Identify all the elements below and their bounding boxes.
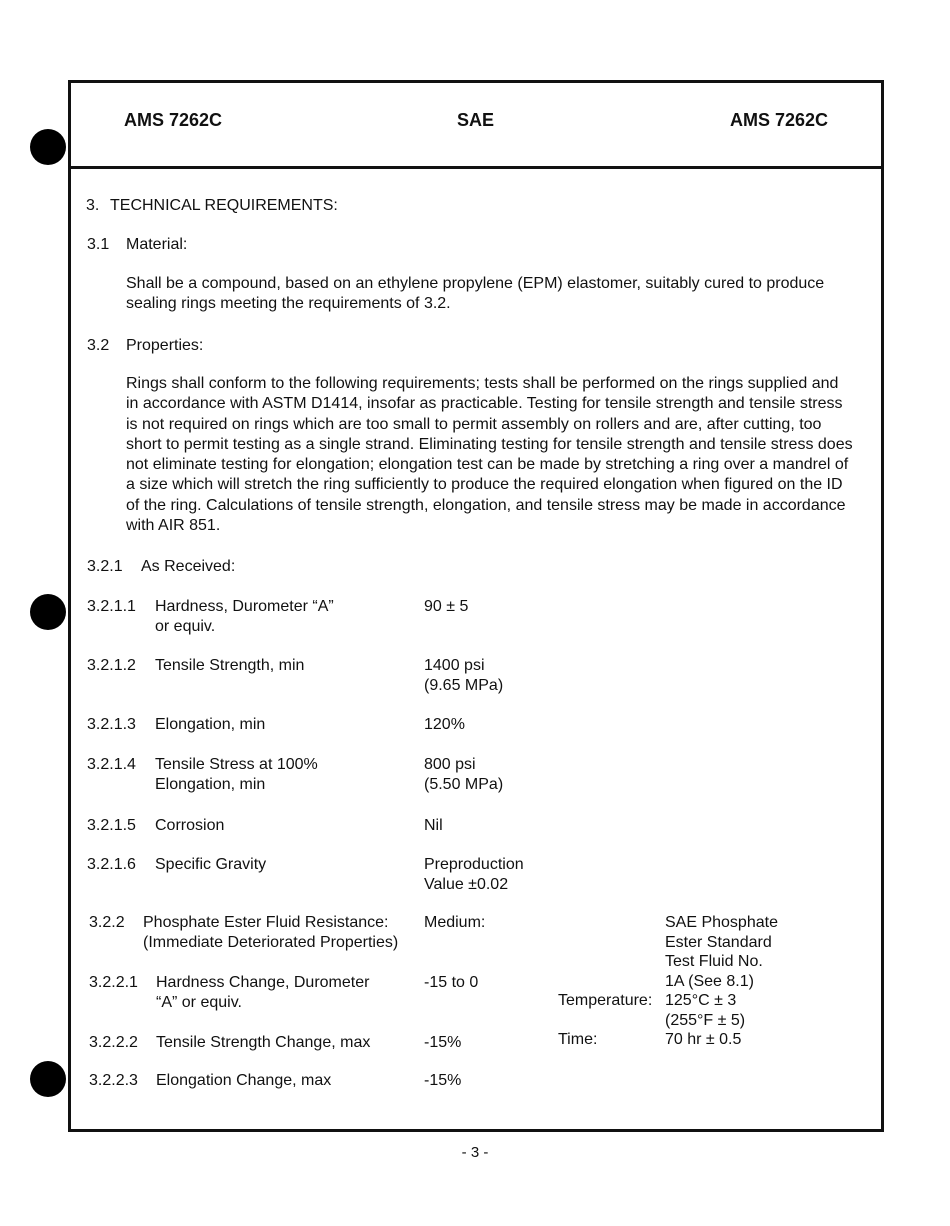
punch-hole-top [30,129,66,165]
header-right-code: AMS 7262C [730,110,829,130]
row-value: Preproduction [424,856,524,873]
row-label: Specific Gravity [155,856,267,873]
row-number: 3.2.1.4 [87,756,136,773]
row-value: 1400 psi [424,657,485,674]
temperature-label: Temperature: [558,992,653,1009]
material-title: Material: [126,236,188,253]
row-label-continued: Elongation, min [155,776,266,793]
punch-hole-middle [30,594,66,630]
section-title: TECHNICAL REQUIREMENTS: [110,197,338,214]
row-value-continued: (5.50 MPa) [424,776,504,793]
fluid-row-label: Elongation Change, max [156,1072,332,1089]
material-number: 3.1 [87,236,110,253]
time-label: Time: [558,1031,598,1048]
fluid-row-number: 3.2.2.2 [89,1034,138,1051]
row-label: Hardness, Durometer “A” [155,598,334,615]
row-label: Tensile Strength, min [155,657,305,674]
row-value-continued: (9.65 MPa) [424,677,504,694]
row-value: 800 psi [424,756,476,773]
punch-hole-bottom [30,1061,66,1097]
header-center-org: SAE [457,110,495,130]
fluid-row-value: -15% [424,1072,462,1089]
fluid-title: Phosphate Ester Fluid Resistance: [143,914,389,931]
properties-number: 3.2 [87,337,110,354]
properties-title: Properties: [126,337,204,354]
fluid-subtitle: (Immediate Deteriorated Properties) [143,934,399,951]
row-value: Nil [424,817,443,834]
row-value: 90 ± 5 [424,598,469,615]
row-label-continued: or equiv. [155,618,216,635]
as-received-title: As Received: [141,558,236,575]
row-number: 3.2.1.2 [87,657,136,674]
row-number: 3.2.1.3 [87,716,136,733]
page-number: - 3 - [461,1144,489,1161]
medium-value: Test Fluid No. [665,953,763,970]
fluid-row-value: -15% [424,1034,462,1051]
row-value: 120% [424,716,465,733]
temperature-value-alt: (255°F ± 5) [665,1012,746,1029]
temperature-value: 125°C ± 3 [665,992,737,1009]
fluid-row-number: 3.2.2.1 [89,974,138,991]
fluid-row-label: Tensile Strength Change, max [156,1034,371,1051]
row-value-continued: Value ±0.02 [424,876,509,893]
as-received-number: 3.2.1 [87,558,123,575]
fluid-row-label-continued: “A” or equiv. [156,994,242,1011]
fluid-row-value: -15 to 0 [424,974,479,991]
medium-value: Ester Standard [665,934,772,951]
header-left-code: AMS 7262C [124,110,223,130]
row-label: Tensile Stress at 100% [155,756,318,773]
fluid-row-number: 3.2.2.3 [89,1072,138,1089]
medium-value: 1A (See 8.1) [665,973,754,990]
row-label: Corrosion [155,817,225,834]
fluid-row-label: Hardness Change, Durometer [156,974,370,991]
page-header [71,83,881,169]
medium-value: SAE Phosphate [665,914,778,931]
row-number: 3.2.1.6 [87,856,136,873]
medium-label: Medium: [424,914,486,931]
properties-text: Rings shall conform to the following requirements; tests shall be performed on the rings supplied and in accordance with ASTM D1414, insofar as practicable. Testing for tensile strength and tensile stress is not required on rings which are too small to permit assembly on rollers and are, after cutting, too short to permit testing as a single strand. Eliminating testing for tensile strength and tensile stress does not eliminate testing for elongation; elongation test can be made by stretching a ring over a mandrel of a size which will stretch the ring sufficiently to produce the required elongation when figured on the ID of the ring. Calculations of tensile strength, elongation, and tensile stress may be made in accordance with AIR 851. [126,375,853,535]
section-number: 3. [86,197,100,214]
row-number: 3.2.1.5 [87,817,136,834]
fluid-number: 3.2.2 [89,914,125,931]
material-text: Shall be a compound, based on an ethylene propylene (EPM) elastomer, suitably cured to produce sealing rings meeting the requirements of 3.2. [126,275,825,313]
time-value: 70 hr ± 0.5 [665,1031,742,1048]
row-label: Elongation, min [155,716,266,733]
row-number: 3.2.1.1 [87,598,136,615]
